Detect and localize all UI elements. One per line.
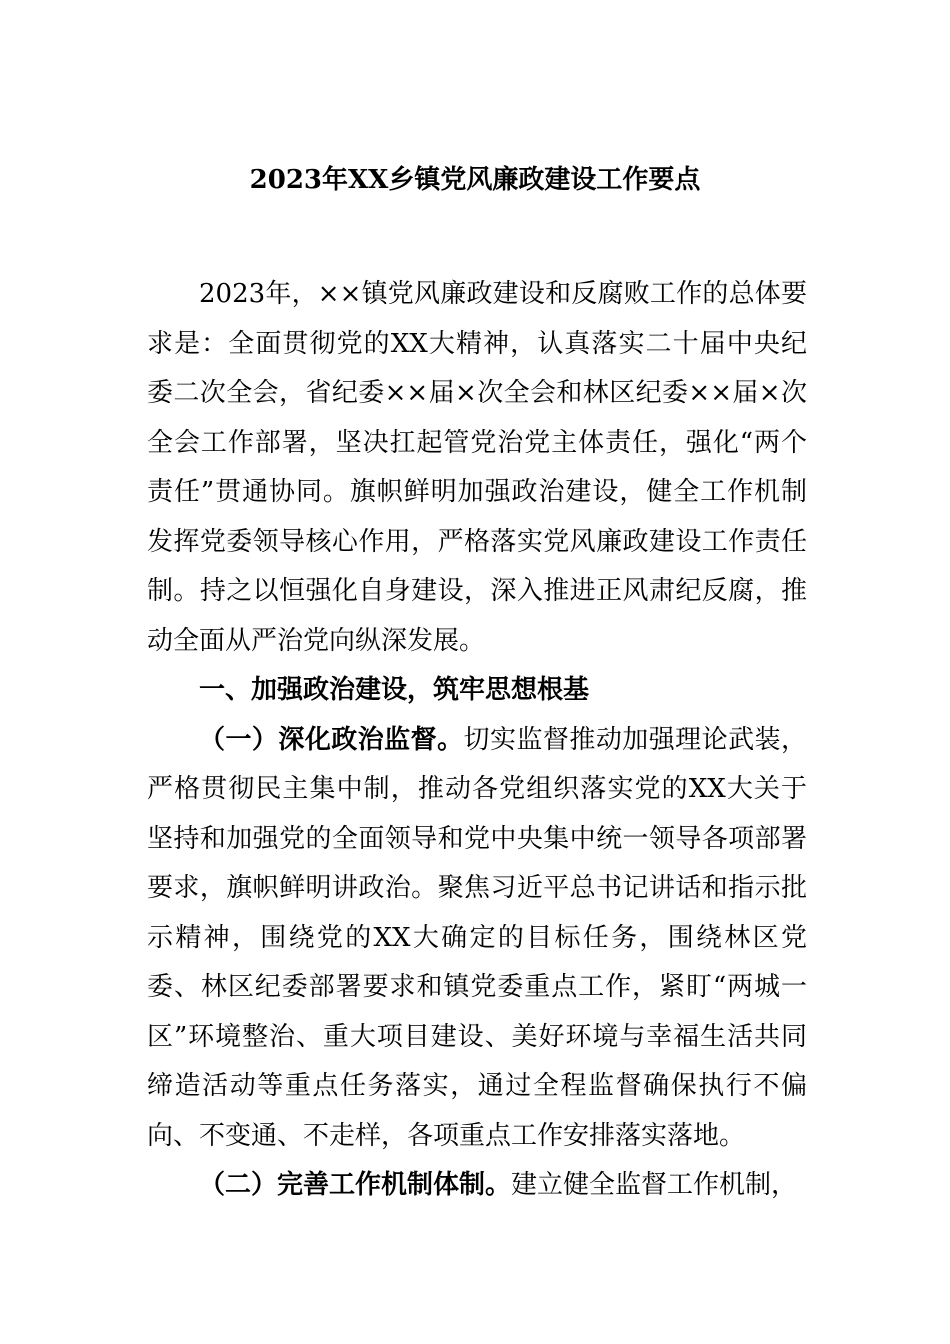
subsection-lead-1: （一）深化政治监督。 [199,724,464,755]
document-body [147,270,807,1211]
subsection-paragraph-2 [147,1161,807,1211]
intro-paragraph [147,270,807,666]
subsection-text-2: 建立健全监督工作机制， [511,1170,798,1200]
document-title: 2023年XX乡镇党风廉政建设工作要点 [249,165,701,195]
subsection-paragraph-1 [147,716,807,1162]
section-heading-1: 一、加强政治建设，筑牢思想根基 [199,675,590,705]
intro-text: 2023年，××镇党风廉政建设和反腐败工作的总体要求是：全面贯彻党的XX大精神，认真落实二十届中央纪委二次全会，省纪委××届×次全会和林区纪委××届×次全会工作部署，坚决扛起管党治党主体责任，强化“两个责任”贯通协同。旗帜鲜明加强政治建设，健全工作机制发挥党委领导核心作用，严格落实党风廉政建设工作责任制。持之以恒强化自身建设，深入推进正风肃纪反腐，推动全面从严治党向纵深发展。 [147,279,807,656]
subsection-lead-2: （二）完善工作机制体制。 [199,1170,512,1200]
subsection-text-1: 切实监督推动加强理论武装，严格贯彻民主集中制，推动各党组织落实党的XX大关于坚持和加强党的全面领导和党中央集中统一领导各项部署要求，旗帜鲜明讲政治。聚焦习近平总书记讲话和指示批示精神，围绕党的XX大确定的目标任务，围绕林区党委、林区纪委部署要求和镇党委重点工作，紧盯“两城一区”环境整治、重大项目建设、美好环境与幸福生活共同缔造活动等重点任务落实，通过全程监督确保执行不偏向、不变通、不走样，各项重点工作安排落实落地。 [147,724,807,1151]
